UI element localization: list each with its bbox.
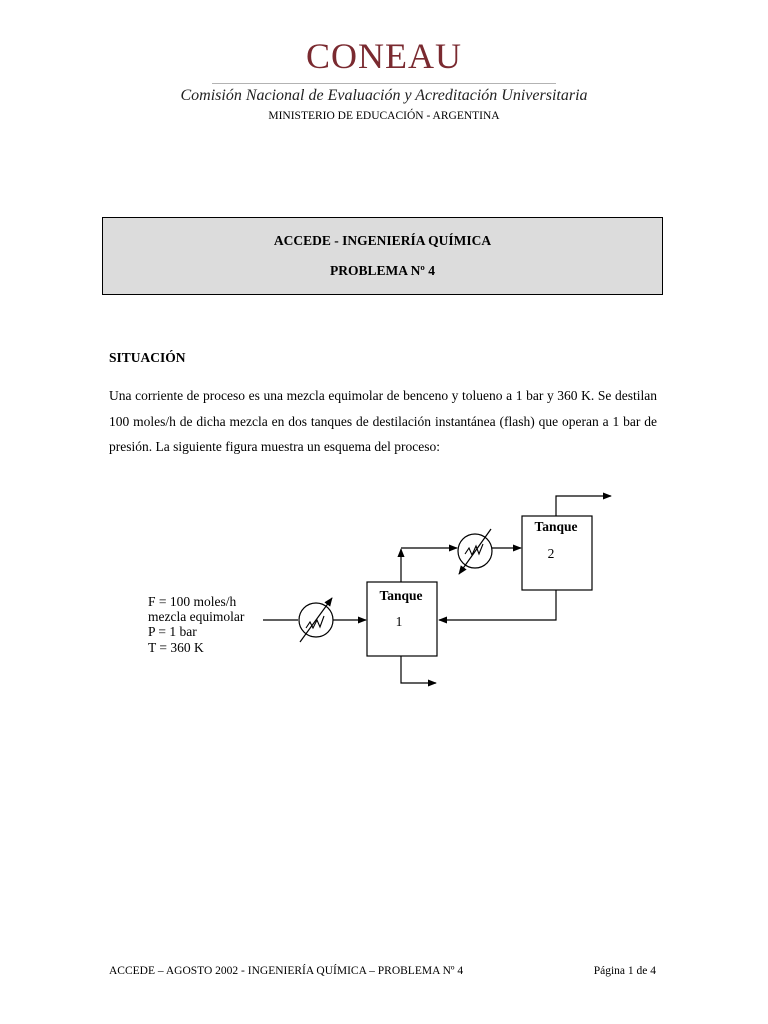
feed-flow-label: F = 100 moles/h xyxy=(148,594,237,609)
tank-2-label: Tanque xyxy=(534,519,578,534)
tank-2-liquid-recycle xyxy=(439,590,556,620)
feed-pressure-label: P = 1 bar xyxy=(148,624,197,639)
tank-1-liquid-outlet xyxy=(401,656,436,683)
tank-1-number: 1 xyxy=(395,614,403,629)
logo-divider xyxy=(212,83,556,84)
title-box xyxy=(102,217,663,295)
heat-exchanger-1-icon xyxy=(299,598,333,642)
footer-document-info: ACCEDE – AGOSTO 2002 - INGENIERÍA QUÍMICA – PROBLEMA Nº 4 xyxy=(109,965,464,977)
coneau-logo: CONEAU xyxy=(306,36,462,76)
tank-2-number: 2 xyxy=(547,546,555,561)
feed-temperature-label: T = 360 K xyxy=(148,640,204,655)
institution-subtitle: Comisión Nacional de Evaluación y Acreditación Universitaria xyxy=(180,87,588,104)
document-title: ACCEDE - INGENIERÍA QUÍMICA xyxy=(273,233,492,248)
ministry-line: MINISTERIO DE EDUCACIÓN - ARGENTINA xyxy=(268,110,500,122)
situation-paragraph: Una corriente de proceso es una mezcla equimolar de benceno y tolueno a 1 bar y 360 K. Se destilan 100 moles/h de dicha mezcla en dos tanques de destilación instantánea (flash) que operan a 1 bar de presión. La siguiente figura muestra un esquema del proceso: xyxy=(109,388,657,454)
section-heading: SITUACIÓN xyxy=(109,350,186,365)
process-diagram xyxy=(0,470,768,710)
footer-page-number: Página 1 de 4 xyxy=(593,965,656,977)
problem-number: PROBLEMA Nº 4 xyxy=(330,263,435,278)
tank-2-vapor-outlet xyxy=(556,496,611,516)
tank-1-label: Tanque xyxy=(379,588,423,603)
heat-exchanger-2-icon xyxy=(458,529,492,574)
feed-composition-label: mezcla equimolar xyxy=(148,609,245,624)
